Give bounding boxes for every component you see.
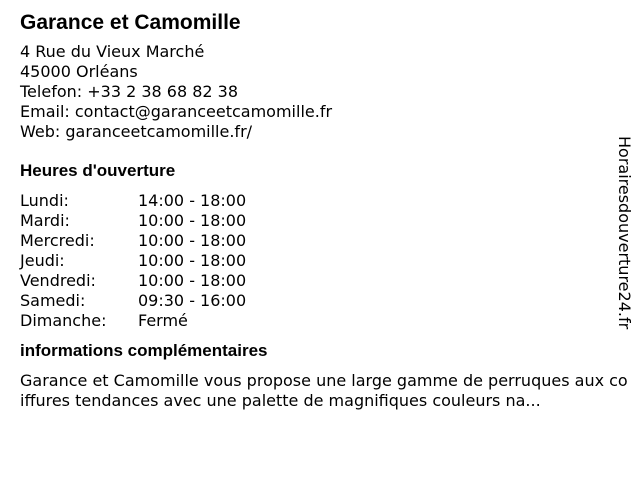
day-hours: 10:00 - 18:00 xyxy=(138,211,247,230)
day-hours: 09:30 - 16:00 xyxy=(138,291,247,310)
address-street: 4 Rue du Vieux Marché xyxy=(20,42,205,61)
web-line: Web: garanceetcamomille.fr/ xyxy=(20,122,253,141)
shop-name: Garance et Camomille xyxy=(20,11,241,34)
hours-row-monday xyxy=(20,191,246,211)
day-hours: 10:00 - 18:00 xyxy=(138,251,247,270)
day-label: Mardi: xyxy=(20,211,70,230)
day-hours: Fermé xyxy=(138,311,188,330)
day-hours: 10:00 - 18:00 xyxy=(138,231,247,250)
hours-row-saturday xyxy=(20,291,246,311)
address-city: 45000 Orléans xyxy=(20,62,138,81)
opening-hours-title: Heures d'ouverture xyxy=(20,161,176,180)
day-hours: 10:00 - 18:00 xyxy=(138,271,247,290)
day-hours: 14:00 - 18:00 xyxy=(138,191,247,210)
hours-row-wednesday xyxy=(20,231,246,251)
day-label: Lundi: xyxy=(20,191,69,210)
day-label: Vendredi: xyxy=(20,271,96,290)
day-label: Mercredi: xyxy=(20,231,95,250)
day-label: Samedi: xyxy=(20,291,86,310)
opening-hours-table xyxy=(20,191,246,331)
additional-info-title: informations complémentaires xyxy=(20,341,268,360)
email-line: Email: contact@garanceetcamomille.fr xyxy=(20,102,333,121)
site-brand-vertical: Horairesdouverture24.fr xyxy=(615,136,634,330)
day-label: Dimanche: xyxy=(20,311,107,330)
hours-row-sunday xyxy=(20,311,246,331)
hours-row-tuesday xyxy=(20,211,246,231)
hours-row-thursday xyxy=(20,251,246,271)
description-text: Garance et Camomille vous propose une large gamme de perruques aux coiffures tendances avec une palette de magnifiques couleurs na... xyxy=(20,371,628,410)
business-card xyxy=(20,10,632,411)
day-label: Jeudi: xyxy=(20,251,65,270)
phone-line: Telefon: +33 2 38 68 82 38 xyxy=(20,82,239,101)
hours-row-friday xyxy=(20,271,246,291)
